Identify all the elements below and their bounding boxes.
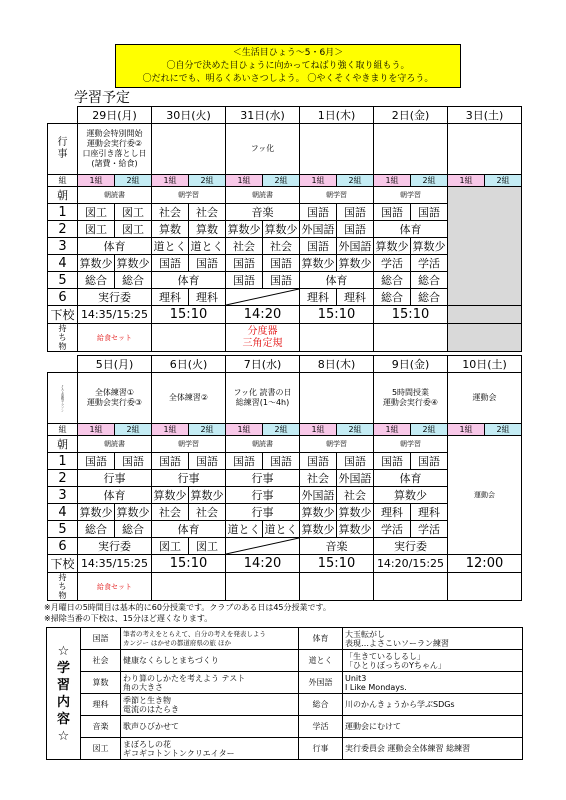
page-title: 学習予定 (74, 90, 130, 106)
w1-p5-cell: 総合 (78, 272, 115, 289)
week1-event-fri (374, 124, 448, 175)
w1-p1-cell: 図工 (78, 204, 115, 221)
note-1: ※月曜日の5時間目は基本的に60分授業です。クラブのある日は45分授業です。 (44, 603, 331, 612)
class1-header: 1組 (226, 175, 263, 187)
mochimono-label: 持ち物 (48, 324, 78, 352)
w2-p2-cell: 外国語 (337, 470, 374, 487)
w2-p2-cell: 社会 (300, 470, 337, 487)
class1-header: 1組 (152, 424, 189, 436)
period-1-label: 1 (48, 204, 78, 221)
asa-label: 朝 (48, 436, 78, 453)
class2-header: 2組 (411, 424, 448, 436)
w1-p3-cell: 道とく (152, 238, 189, 255)
w2-p3-cell: 外国語 (300, 487, 337, 504)
w1-items-tue (152, 324, 226, 352)
w1-p2-cell: 図工 (115, 221, 152, 238)
class1-header: 1組 (78, 175, 115, 187)
week2-morning-mon: 朝読書 (78, 436, 152, 453)
w2-p1-cell: 国語 (78, 453, 115, 470)
w2-p3-cell: 行事 (226, 487, 300, 504)
week1-day-thu: 1日(木) (300, 107, 374, 124)
w2-p6-cell: 音楽 (300, 538, 374, 555)
subject-content: 歌声ひびかせて (121, 716, 299, 738)
week2-day-mon: 5日(月) (78, 356, 152, 373)
class1-header: 1組 (448, 175, 485, 187)
w1-items-mon: 給食セット (78, 324, 152, 352)
class2-header: 2組 (189, 175, 226, 187)
subject-content: 筆者の考えをとらえて、自分の考えを発表しよう カンジー はかせの都道府県の旅 ほか (121, 628, 299, 650)
w1-p1-cell: 音楽 (226, 204, 300, 221)
week2-day-sat: 10日(土) (448, 356, 522, 373)
class1-header: 1組 (374, 424, 411, 436)
w2-p1-cell: 国語 (337, 453, 374, 470)
w2-gekou-sat: 12:00 (448, 555, 522, 573)
subject-label: 行事 (299, 738, 343, 760)
subject-label: 国語 (81, 628, 121, 650)
class2-header: 2組 (411, 175, 448, 187)
gyoji-label: 行事 (48, 124, 78, 175)
w1-p4-cell: 算数少 (337, 255, 374, 272)
subject-content: 運動会にむけて (343, 716, 523, 738)
w1-p4-cell: 算数少 (78, 255, 115, 272)
subject-label: 社会 (81, 650, 121, 672)
week2-event-sat: 運動会 (448, 373, 522, 424)
subject-label: 学活 (299, 716, 343, 738)
week2-morning-fri: 朝学習 (374, 436, 448, 453)
w2-gekou-wed: 14:20 (226, 555, 300, 573)
w2-p1-cell: 国語 (152, 453, 189, 470)
week2-event-mon: 全体練習① 運動会実行委③ (78, 373, 152, 424)
w1-p4-cell: 国語 (152, 255, 189, 272)
w2-p5-cell: 道とく (263, 521, 300, 538)
gekou-label: 下校 (48, 306, 78, 324)
period-5-label: 5 (48, 272, 78, 289)
subject-label: 理科 (81, 694, 121, 716)
w1-p1-cell: 国語 (374, 204, 411, 221)
week1-day-sat: 3日(土) (448, 107, 522, 124)
w1-p2-cell: 外国語 (300, 221, 337, 238)
subject-content: まぼろしの花 ギコギコトントンクリエイター (121, 738, 299, 760)
w2-p2-cell: 行事 (226, 470, 300, 487)
w1-p1-cell: 社会 (189, 204, 226, 221)
week1-sat-grey (448, 187, 522, 306)
mochimono-label: 持ち物 (48, 573, 78, 601)
w1-p2-cell: 算数少 (226, 221, 263, 238)
w2-p1-cell: 国語 (263, 453, 300, 470)
w1-items-wed (226, 324, 300, 352)
w1-p4-cell: 国語 (263, 255, 300, 272)
no-class-slash (226, 538, 300, 555)
week1-event-mon: 運動会特別開始 運動会実行委② 口座引き落とし日 (諸費・給食) (78, 124, 152, 175)
w2-p5-cell: 算数少 (337, 521, 374, 538)
week1-morning-fri: 朝学習 (374, 187, 448, 204)
w1-p6-cell: 理科 (152, 289, 189, 306)
week2-morning-wed: 朝読書 (226, 436, 300, 453)
week1-event-thu (300, 124, 374, 175)
notes (44, 602, 331, 624)
class2-header: 2組 (115, 424, 152, 436)
subject-content: 健康なくらしとまちづくり (121, 650, 299, 672)
w1-p6-cell: 理科 (189, 289, 226, 306)
class1-header: 1組 (448, 424, 485, 436)
w2-p3-cell: 体育 (78, 487, 152, 504)
class1-header: 1組 (300, 424, 337, 436)
w1-p2-cell: 図工 (78, 221, 115, 238)
w1-p1-cell: 国語 (411, 204, 448, 221)
week2-schedule (47, 355, 522, 601)
subject-label: 外国語 (299, 672, 343, 694)
w1-p5-cell: 国語 (263, 272, 300, 289)
item-protractor: 分度器 (247, 325, 278, 337)
w2-p4-cell: 算数少 (115, 504, 152, 521)
w2-p5-cell: 総合 (115, 521, 152, 538)
w2-p1-cell: 国語 (226, 453, 263, 470)
w1-p2-cell: 算数 (152, 221, 189, 238)
w1-p1-cell: 図工 (115, 204, 152, 221)
w1-p4-cell: 学活 (374, 255, 411, 272)
w1-p5-cell: 体育 (300, 272, 374, 289)
w1-p3-cell: 体育 (78, 238, 152, 255)
week1-morning-wed: 朝読書 (226, 187, 300, 204)
w2-p6-cell: 図工 (189, 538, 226, 555)
w1-p6-cell: 実行委 (78, 289, 152, 306)
w2-items-sat (448, 573, 522, 601)
w2-p4-cell: 行事 (226, 504, 300, 521)
week1-event-sat (448, 124, 522, 175)
period-3-label: 3 (48, 487, 78, 504)
kumi-label: 組 (48, 175, 78, 187)
week2-event-fri: 5時間授業 運動会実行委④ (374, 373, 448, 424)
week2-event-wed: フッ化 読書の日 総練習(1～4h) (226, 373, 300, 424)
w2-items-thu (300, 573, 374, 601)
period-6-label: 6 (48, 289, 78, 306)
subject-content: 大玉転がし 表現…よさこいソーラン練習 (343, 628, 523, 650)
w1-items-sat (448, 324, 522, 352)
gekou-label: 下校 (48, 555, 78, 573)
class2-header: 2組 (485, 175, 522, 187)
life-goal-box (115, 44, 461, 88)
w2-p4-cell: 算数少 (78, 504, 115, 521)
w2-items-wed (226, 573, 300, 601)
w2-gekou-mon: 14:35/15:25 (78, 555, 152, 573)
period-1-label: 1 (48, 453, 78, 470)
w1-p1-cell: 社会 (152, 204, 189, 221)
subject-label: 道とく (299, 650, 343, 672)
w2-p1-cell: 国語 (115, 453, 152, 470)
period-2-label: 2 (48, 470, 78, 487)
w1-p1-cell: 国語 (300, 204, 337, 221)
week1-day-tue: 30日(火) (152, 107, 226, 124)
week2-morning-thu: 朝学習 (300, 436, 374, 453)
w1-p4-cell: 学活 (411, 255, 448, 272)
asa-label: 朝 (48, 187, 78, 204)
w1-p4-cell: 国語 (189, 255, 226, 272)
w1-gekou-wed: 14:20 (226, 306, 300, 324)
w2-p5-cell: 学活 (411, 521, 448, 538)
w1-p6-cell: 理科 (337, 289, 374, 306)
w2-items-mon: 給食セット (78, 573, 152, 601)
week1-event-wed: フッ化 (226, 124, 300, 175)
subject-content: 川のかんきょうから学ぶSDGs (343, 694, 523, 716)
w1-p5-cell: 体育 (152, 272, 226, 289)
class2-header: 2組 (337, 175, 374, 187)
w2-p1-cell: 国語 (374, 453, 411, 470)
w1-p2-cell: 体育 (374, 221, 448, 238)
w2-p3-cell: 社会 (337, 487, 374, 504)
subject-content: 「生きているしるし」 「ひとりぼっちのYちゃん」 (343, 650, 523, 672)
class1-header: 1組 (78, 424, 115, 436)
subject-content: 季節と生き物 電流のはたらき (121, 694, 299, 716)
week1-event-tue (152, 124, 226, 175)
week2-day-fri: 9日(金) (374, 356, 448, 373)
class2-header: 2組 (337, 424, 374, 436)
sports-day-cell: 運動会 (448, 436, 522, 555)
w2-p4-cell: 社会 (152, 504, 189, 521)
period-3-label: 3 (48, 238, 78, 255)
w1-p2-cell: 算数少 (263, 221, 300, 238)
week1-morning-mon: 朝読書 (78, 187, 152, 204)
class2-header: 2組 (189, 424, 226, 436)
w2-p1-cell: 国語 (300, 453, 337, 470)
class2-header: 2組 (263, 424, 300, 436)
w2-gekou-fri: 14:20/15:25 (374, 555, 448, 573)
w1-items-thu (300, 324, 374, 352)
w1-p2-cell: 国語 (337, 221, 374, 238)
subject-label: 総合 (299, 694, 343, 716)
week1-morning-tue: 朝学習 (152, 187, 226, 204)
goal-line-2: 〇だれにでも、明るくあいさつしよう。 〇やくそくやきまりを守ろう。 (142, 74, 434, 84)
w2-event-side (48, 373, 78, 424)
week1-day-mon: 29日(月) (78, 107, 152, 124)
w1-p5-cell: 総合 (115, 272, 152, 289)
w1-gekou-fri: 15:10 (374, 306, 448, 324)
w2-p3-cell: 算数少 (374, 487, 448, 504)
w2-p5-cell: 総合 (78, 521, 115, 538)
w2-p4-cell: 理科 (411, 504, 448, 521)
w2-p1-cell: 国語 (411, 453, 448, 470)
w2-p2-cell: 行事 (152, 470, 226, 487)
w2-p4-cell: 社会 (189, 504, 226, 521)
w1-p6-cell: 総合 (374, 289, 411, 306)
w1-gekou-thu: 15:10 (300, 306, 374, 324)
class2-header: 2組 (485, 424, 522, 436)
w1-p5-cell: 国語 (226, 272, 263, 289)
w1-p3-cell: 外国語 (337, 238, 374, 255)
w2-p5-cell: 学活 (374, 521, 411, 538)
w1-gekou-sat (448, 306, 522, 324)
w1-gekou-tue: 15:10 (152, 306, 226, 324)
period-4-label: 4 (48, 504, 78, 521)
w2-p3-cell: 算数少 (152, 487, 189, 504)
w1-p4-cell: 算数少 (300, 255, 337, 272)
week2-morning-tue: 朝学習 (152, 436, 226, 453)
marathon-note: ＪＡ上高根マラソン (60, 384, 65, 412)
subject-content: わり算のしかたを考えよう テスト 角の大きさ (121, 672, 299, 694)
w2-gekou-thu: 15:10 (300, 555, 374, 573)
period-6-label: 6 (48, 538, 78, 555)
goal-heading: ＜生活目ひょう～5・6月＞ (232, 48, 344, 58)
class1-header: 1組 (226, 424, 263, 436)
w1-p6-cell: 総合 (411, 289, 448, 306)
learning-content-table (46, 627, 523, 760)
period-4-label: 4 (48, 255, 78, 272)
w1-p2-cell: 算数 (189, 221, 226, 238)
week2-event-tue: 全体練習② (152, 373, 226, 424)
class1-header: 1組 (300, 175, 337, 187)
w1-p1-cell: 国語 (337, 204, 374, 221)
w2-p3-cell: 算数少 (189, 487, 226, 504)
w1-p5-cell: 総合 (374, 272, 411, 289)
w2-p6-cell: 図工 (152, 538, 189, 555)
note-2: ※掃除当番の下校は、15分ほど遅くなります。 (44, 614, 213, 623)
w1-p3-cell: 算数少 (411, 238, 448, 255)
week2-day-wed: 7日(水) (226, 356, 300, 373)
w1-p4-cell: 算数少 (115, 255, 152, 272)
w2-p1-cell: 国語 (189, 453, 226, 470)
w2-p4-cell: 算数少 (337, 504, 374, 521)
item-triangle-ruler: 三角定規 (242, 337, 283, 349)
w1-items-fri (374, 324, 448, 352)
w1-p3-cell: 社会 (226, 238, 263, 255)
w2-p6-cell: 実行委 (78, 538, 152, 555)
w2-p5-cell: 道とく (226, 521, 263, 538)
class2-header: 2組 (263, 175, 300, 187)
class1-header: 1組 (152, 175, 189, 187)
class1-header: 1組 (374, 175, 411, 187)
w2-items-tue (152, 573, 226, 601)
w2-gekou-tue: 15:10 (152, 555, 226, 573)
w1-p3-cell: 算数少 (374, 238, 411, 255)
week1-day-fri: 2日(金) (374, 107, 448, 124)
week2-event-thu (300, 373, 374, 424)
kumi-label: 組 (48, 424, 78, 436)
week2-day-tue: 6日(火) (152, 356, 226, 373)
w2-p4-cell: 理科 (374, 504, 411, 521)
period-5-label: 5 (48, 521, 78, 538)
w1-gekou-mon: 14:35/15:25 (78, 306, 152, 324)
w2-p4-cell: 算数少 (300, 504, 337, 521)
w2-items-fri (374, 573, 448, 601)
week1-schedule (47, 106, 522, 352)
period-2-label: 2 (48, 221, 78, 238)
week2-day-thu: 8日(木) (300, 356, 374, 373)
subject-label: 図工 (81, 738, 121, 760)
subject-content: Unit3 I Like Mondays. (343, 672, 523, 694)
w2-p6-cell: 実行委 (374, 538, 448, 555)
w1-p3-cell: 国語 (300, 238, 337, 255)
w1-p4-cell: 国語 (226, 255, 263, 272)
week1-morning-thu: 朝学習 (300, 187, 374, 204)
w2-p5-cell: 体育 (152, 521, 226, 538)
w1-p5-cell: 総合 (411, 272, 448, 289)
subject-label: 音楽 (81, 716, 121, 738)
w1-p3-cell: 社会 (263, 238, 300, 255)
class2-header: 2組 (115, 175, 152, 187)
goal-line-1: 〇自分で決めた目ひょうに向かってねばり強く取り組もう。 (166, 61, 410, 71)
w2-p5-cell: 算数少 (300, 521, 337, 538)
subject-label: 算数 (81, 672, 121, 694)
w1-p6-cell: 理科 (300, 289, 337, 306)
subject-label: 体育 (299, 628, 343, 650)
w2-p2-cell: 行事 (78, 470, 152, 487)
week1-day-wed: 31日(水) (226, 107, 300, 124)
content-side-title: ☆学習内容☆ (47, 628, 81, 760)
subject-content: 実行委員会 運動会全体練習 総練習 (343, 738, 523, 760)
w2-p2-cell: 体育 (374, 470, 448, 487)
no-class-slash (226, 289, 300, 306)
w1-p3-cell: 道とく (189, 238, 226, 255)
